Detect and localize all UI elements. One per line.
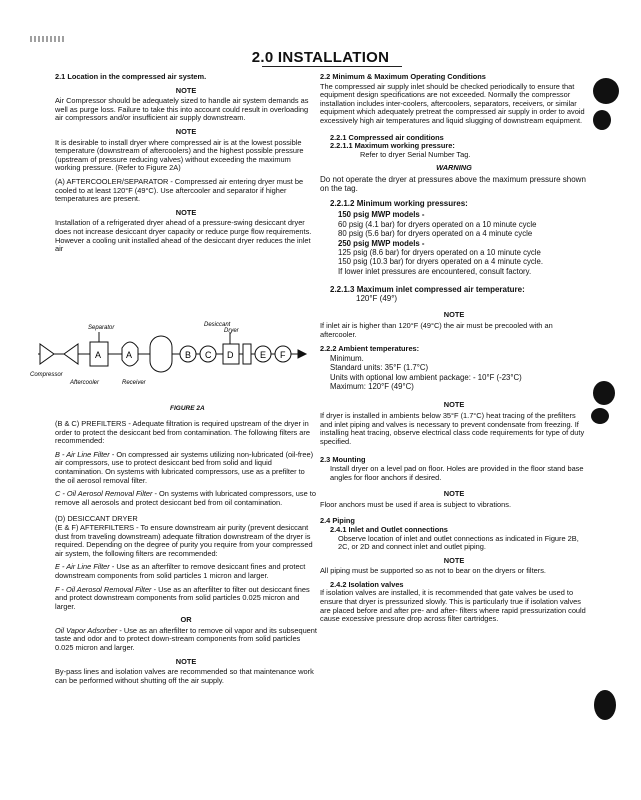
right-column [320,73,588,629]
warning-text: Do not operate the dryer at pressures above the maximum pressure shown on the tag. [320,174,586,194]
prefilters-text: (B & C) PREFILTERS - Adequate filtration is required upstream of the dryer in order to protect the desiccant bed from contamination. The following filters are recommended: [55,419,310,446]
pressure-lower-note: If lower inlet pressures are encountered, consult factory. [338,266,532,276]
left-column-lower [55,420,317,690]
filter-f-desc: - Use as an afterfilter to filter out desiccant fines and protect downstream components from solid particles 0.025 micron and larger. [55,584,310,611]
min-pressure-list [320,210,588,276]
section-2-2-1-2-heading: 2.2.1.2 Minimum working pressures: [330,198,468,208]
punch-hole-bottom [594,690,616,720]
note-install-location: It is desirable to install dryer where compressed air is at the lowest possible temperature (downstream of aftercoolers) and the highest possible pressure (upstream of pressure reducing valves) without exceeding the maximum working pressure. (Refer to Figure 2A) [55,137,304,173]
punch-hole-middle-small [591,408,609,424]
note-label: NOTE [175,126,197,136]
punch-hole-middle [593,381,615,405]
note-label: NOTE [443,489,465,499]
mwp-150-label: 150 psig MWP models - [338,210,425,220]
receiver-label: Receiver [122,380,146,386]
filter-f-text [55,586,317,612]
ambient-temps [320,354,588,392]
note-label: NOTE [443,555,465,565]
note-label: NOTE [443,310,465,320]
box-d: D [227,350,234,360]
filter-c-text [55,490,317,507]
box-a2: A [126,350,133,360]
filter-c-label: C - Oil Aerosol Removal Filter [55,489,153,499]
scan-speck [30,36,64,42]
section-2-4-heading: 2.4 Piping [320,516,355,526]
note-piping-support: All piping must be supported so as not to bear on the dryers or filters. [320,566,546,576]
note-refrigerated-dryer: Installation of a refrigerated dryer ahead of a pressure-swing desiccant dryer does not increase desiccant dryer capacity or reduce purge flow requirements. However a cooling unit installed ahead of the desiccant dryer reduces the inlet air [55,218,312,254]
section-2-3-text: Install dryer on a level pad on floor. Holes are provided in the floor stand base angles for floor anchors if desired. [330,463,584,482]
note-label: NOTE [175,656,197,666]
section-2-2-1-3-heading: 2.2.1.3 Maximum inlet compressed air temperature: [330,285,525,295]
section-2-4-2-heading: 2.4.2 Isolation valves [330,579,404,589]
section-2-3-heading: 2.3 Mounting [320,455,366,465]
section-2-2-heading: 2.2 Minimum & Maximum Operating Conditions [320,72,486,81]
section-2-2-2-heading: 2.2.2 Ambient temperatures: [320,344,420,354]
section-2-2-text: The compressed air supply inlet should be checked periodically to ensure that equipment design specifications are not exceeded. Normally the compressor installation includes inter-coolers, aftercoolers, separators, receivers, or similar equipment which adequately pretreat the compressed air supply in order to avoid excessively high air temperatures and liquid slugging of downstream equipment. [320,81,585,125]
box-a1: A [95,350,102,360]
page-title: 2.0 INSTALLATION [251,49,390,66]
pressure-60: 60 psig (4.1 bar) for dryers operated on a 10 minute cycle [338,219,537,229]
oil-vapor-label: Oil Vapor Adsorber [55,625,118,635]
punch-hole-top-small [593,110,611,130]
warning-label: WARNING [436,163,472,173]
dryer-label: Dryer [224,328,239,334]
pressure-80: 80 psig (5.6 bar) for dryers operated on a 4 minute cycle [338,229,533,239]
desiccant-label: Desiccant [204,322,231,328]
note-floor-anchors: Floor anchors must be used if area is subject to vibrations. [320,499,512,509]
filter-b-label: B - Air Line Filter [55,449,110,459]
section-2-2-1-1-text: Refer to dryer Serial Number Tag. [360,149,471,159]
section-2-4-2-text: If isolation valves are installed, it is recommended that gate valves be used to ensure that dryer is pressurized slowly. This is particularly true if isolation valves are placed before and after pre- and after- filters where rapid pressurization could cause excessive pressure drop across filter cartridges. [320,588,586,624]
max-inlet-temp-value: 120°F (49°) [356,293,398,303]
filter-e-text [55,563,317,580]
ambient-min: Minimum. [330,353,364,363]
punch-hole-top [593,78,619,104]
pressure-150: 150 psig (10.3 bar) for dryers operated on a 4 minute cycle. [338,257,543,267]
oil-vapor-text [55,627,317,653]
separator-label: Separator [88,325,115,331]
or-label: OR [180,615,192,625]
filter-e-desc: - Use as an afterfilter to remove desiccant fines and protect downstream components from solid particles 1 micron and larger. [55,562,306,580]
note-bypass-lines: By-pass lines and isolation valves are recommended so that maintenance work can be performed without shutting off the air supply. [55,667,314,685]
pressure-125: 125 psig (8.6 bar) for dryers operated on a 10 minute cycle [338,247,541,257]
oil-vapor-desc: - Use as an afterfilter to remove oil vapor and its subsequent taste and odor and to protect down-stream components from solid particles 0.025 micron and larger. [55,625,317,653]
note-label: NOTE [443,400,465,410]
note-label: NOTE [175,207,197,217]
figure-caption: FIGURE 2A [170,405,205,412]
box-e: E [260,350,267,360]
section-2-2-1-heading: 2.2.1 Compressed air conditions [330,132,444,142]
ambient-optional: Units with optional low ambient package: - 10°F (-23°C) [330,372,522,382]
compressor-label: Compressor [30,372,63,378]
filter-b-desc: - On compressed air systems utilizing non-lubricated (oil-free) air compressors, use to protect desiccant bed from solid and liquid contamination. On systems with lubricated compressors, use as a prefilter to the oil aerosol removal filter. [55,449,314,485]
box-f: F [280,350,286,360]
ambient-max: Maximum: 120°F (49°C) [330,381,414,391]
box-b: B [185,350,192,360]
title-underline [262,66,402,67]
afterfilters-text: (E & F) AFTERFILTERS - To ensure downstream air purity (prevent desiccant dust from traveling downstream) adequate filtration downstream of the dryer is required. Depending on the degree of purity you require from your compressed air system, the following filters are recommended: [55,522,313,558]
section-2-4-1-heading: 2.4.1 Inlet and Outlet connections [330,524,448,534]
section-2-4-1-text: Observe location of inlet and outlet connections as indicated in Figure 2B, 2C, or 2D and connect inlet and outlet piping. [338,533,579,552]
aftercooler-separator-text: (A) AFTERCOOLER/SEPARATOR - Compressed air entering dryer must be cooled to at least 120°F (49°C). Use aftercooler and separator if higher temperatures are present. [55,176,304,204]
aftercooler-label: Aftercooler [70,380,100,386]
filter-e-label: E - Air Line Filter [55,562,110,572]
ambient-standard: Standard units: 35°F (1.7°C) [330,363,429,373]
section-2-2-1-1-heading: 2.2.1.1 Maximum working pressure: [330,141,455,151]
filter-f-label: F - Oil Aerosol Removal Filter [55,584,152,594]
box-c: C [205,350,212,360]
figure-2a-diagram [30,318,320,392]
mwp-250-label: 250 psig MWP models - [338,238,425,248]
desiccant-dryer-heading: (D) DESICCANT DRYER [55,514,138,524]
filter-b-text [55,451,317,485]
left-column [55,73,317,259]
note-heat-tracing: If dryer is installed in ambients below 35°F (1.7°C) heat tracing of the prefilters and inlet piping and valves is necessary to prevent condensate from freezing. If installing heat tracing, observe electrical class code requirements for type of duty specified. [320,410,585,446]
filter-c-desc: - On systems with lubricated compressors, use to remove all aerosols and protect desiccant bed from oil contamination. [55,489,316,507]
note-compressor-sizing: Air Compressor should be adequately sized to handle air system demands as well as purge loss. Failure to take this into account could result in overloading air compressors and/or insufficient air supply downstream. [55,96,309,123]
section-2-1-heading: 2.1 Location in the compressed air system. [55,72,207,81]
note-inlet-temp: If inlet air is higher than 120°F (49°C) the air must be precooled with an aftercooler. [320,320,553,339]
note-label: NOTE [175,85,197,95]
